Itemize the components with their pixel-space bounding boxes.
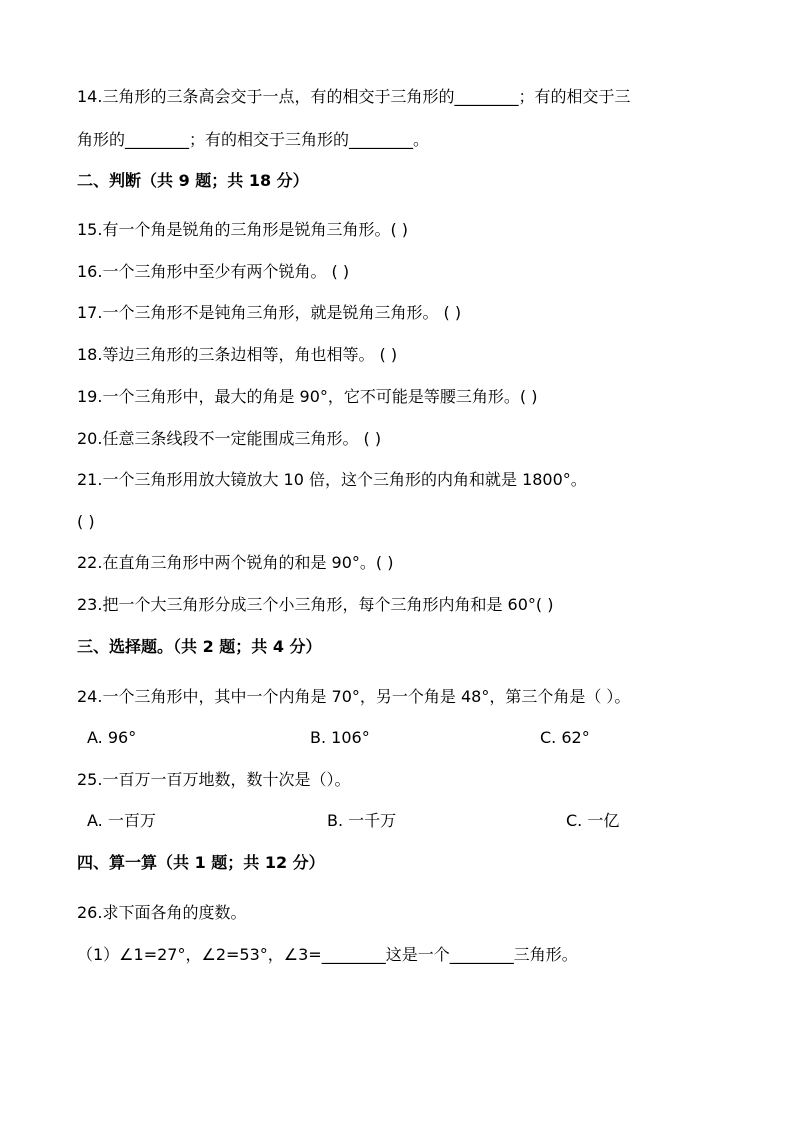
q25-option-c: C. 一亿 [566,811,620,830]
q25-option-b: B. 一千万 [327,811,397,830]
judge-q21-bracket: ( ) [77,512,95,531]
section3-heading: 三、选择题。（共 2 题；共 4 分） [77,637,322,656]
judge-q23: 23.把一个大三角形分成三个小三角形，每个三角形内角和是 60°( ) [77,595,554,614]
section2-heading: 二、判断（共 9 题；共 18 分） [77,171,309,190]
judge-q15: 15.有一个角是锐角的三角形是锐角三角形。( ) [77,220,409,239]
q25-option-a: A. 一百万 [87,811,156,830]
q26-stem: 26.求下面各角的度数。 [77,903,247,922]
q14-line2: 角形的________；有的相交于三角形的________。 [77,130,430,149]
judge-q22: 22.在直角三角形中两个锐角的和是 90°。( ) [77,553,394,572]
judge-q17: 17.一个三角形不是钝角三角形，就是锐角三角形。 ( ) [77,303,462,322]
judge-q16: 16.一个三角形中至少有两个锐角。 ( ) [77,262,350,281]
q24-option-b: B. 106° [310,728,370,747]
judge-q21: 21.一个三角形用放大镜放大 10 倍，这个三角形的内角和就是 1800°。 [77,470,587,489]
q24-option-c: C. 62° [540,728,590,747]
judge-q18: 18.等边三角形的三条边相等，角也相等。 ( ) [77,345,398,364]
q24-option-a: A. 96° [87,728,137,747]
q14-line1: 14.三角形的三条高会交于一点，有的相交于三角形的________；有的相交于三 [77,87,631,106]
q25-stem: 25.一百万一百万地数，数十次是（）。 [77,770,351,789]
judge-q19: 19.一个三角形中，最大的角是 90°，它不可能是等腰三角形。( ) [77,387,538,406]
q24-stem: 24.一个三角形中，其中一个内角是 70°，另一个角是 48°，第三个角是（ ）。 [77,687,631,706]
section4-heading: 四、算一算（共 1 题；共 12 分） [77,853,325,872]
q26-sub1: （1）∠1=27°，∠2=53°，∠3=________这是一个________三角形。 [77,945,578,964]
judge-q20: 20.任意三条线段不一定能围成三角形。 ( ) [77,429,382,448]
